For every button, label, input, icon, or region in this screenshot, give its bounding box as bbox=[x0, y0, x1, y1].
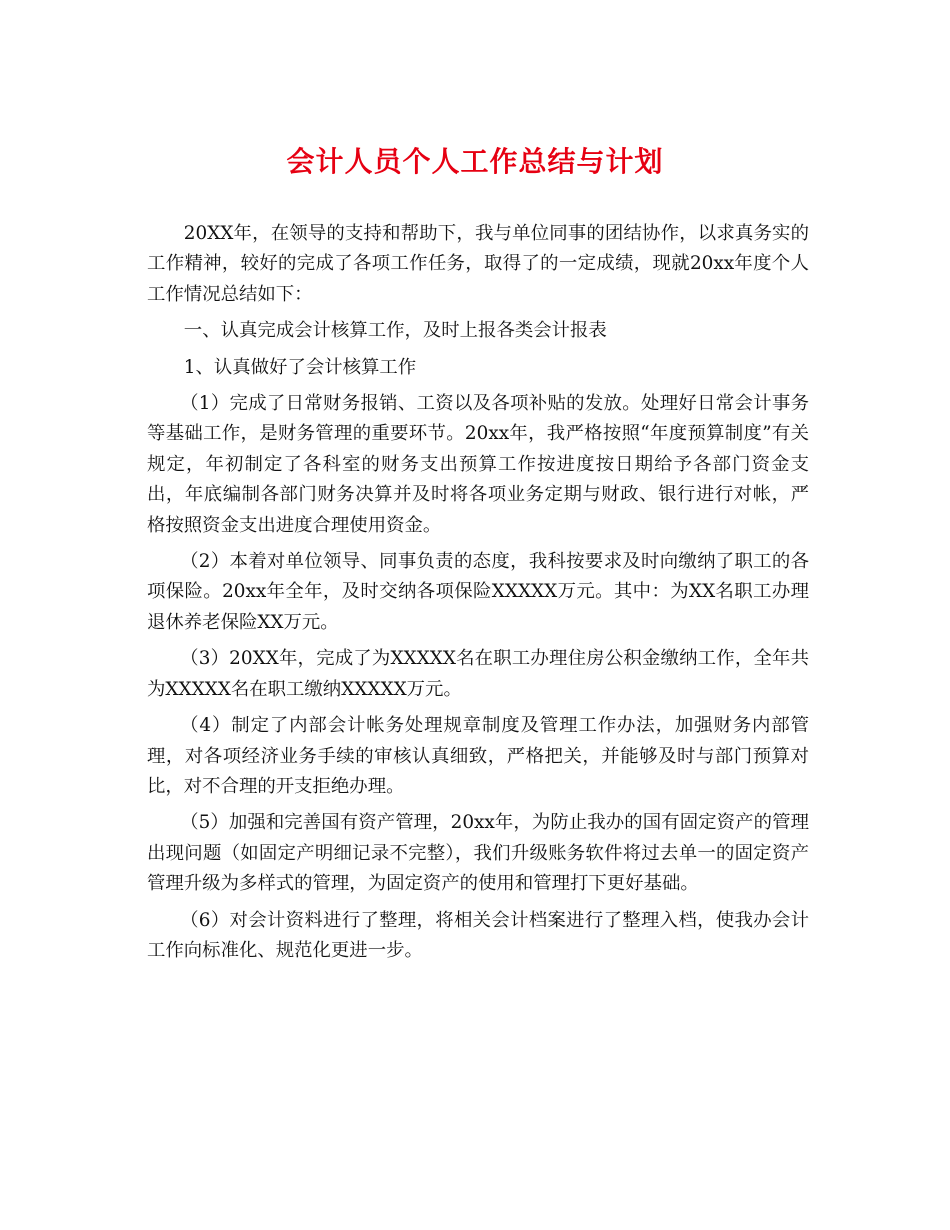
list-item: （4）制定了内部会计帐务处理规章制度及管理工作办法，加强财务内部管理，对各项经济业务手续的审核认真细致，严格把关，并能够及时与部门预算对比，对不合理的开支拒绝办理。 bbox=[147, 715, 809, 797]
list-item: （3）20XX年，完成了为XXXXX名在职工办理住房公积金缴纳工作，全年共为XXXXX名在职工缴纳XXXXX万元。 bbox=[147, 648, 809, 700]
list-item: （5）加强和完善国有资产管理，20xx年，为防止我办的国有固定资产的管理出现问题（如固定产明细记录不完整），我们升级账务软件将过去单一的固定资产管理升级为多样式的管理，为固定资产的使用和管理打下更好基础。 bbox=[147, 812, 809, 895]
document-body bbox=[147, 219, 809, 972]
list-item: （6）对会计资料进行了整理，将相关会计档案进行了整理入档，使我办会计工作向标准化、规范化更进一步。 bbox=[147, 909, 809, 961]
section-heading: 一、认真完成会计核算工作，及时上报各类会计报表 bbox=[183, 320, 607, 342]
intro-paragraph: 20XX年，在领导的支持和帮助下，我与单位同事的团结协作，以求真务实的工作精神，较好的完成了各项工作任务，取得了的一定成绩，现就20xx年度个人工作情况总结如下： bbox=[147, 223, 809, 305]
page-title: 会计人员个人工作总结与计划 bbox=[286, 145, 664, 178]
subsection-heading: 1、认真做好了会计核算工作 bbox=[183, 356, 417, 378]
list-item: （1）完成了日常财务报销、工资以及各项补贴的发放。处理好日常会计事务等基础工作，是财务管理的重要环节。20xx年，我严格按照“年度预算制度”有关规定，年初制定了各科室的财务支出预算工作按进度按日期给予各部门资金支出，年底编制各部门财务决算并及时将各项业务定期与财政、银行进行对帐，严格按照资金支出进度合理使用资金。 bbox=[147, 393, 809, 536]
list-item: （2）本着对单位领导、同事负责的态度，我科按要求及时向缴纳了职工的各项保险。20xx年全年，及时交纳各项保险XXXXX万元。其中：为XX名职工办理退休养老保险XX万元。 bbox=[147, 551, 809, 633]
